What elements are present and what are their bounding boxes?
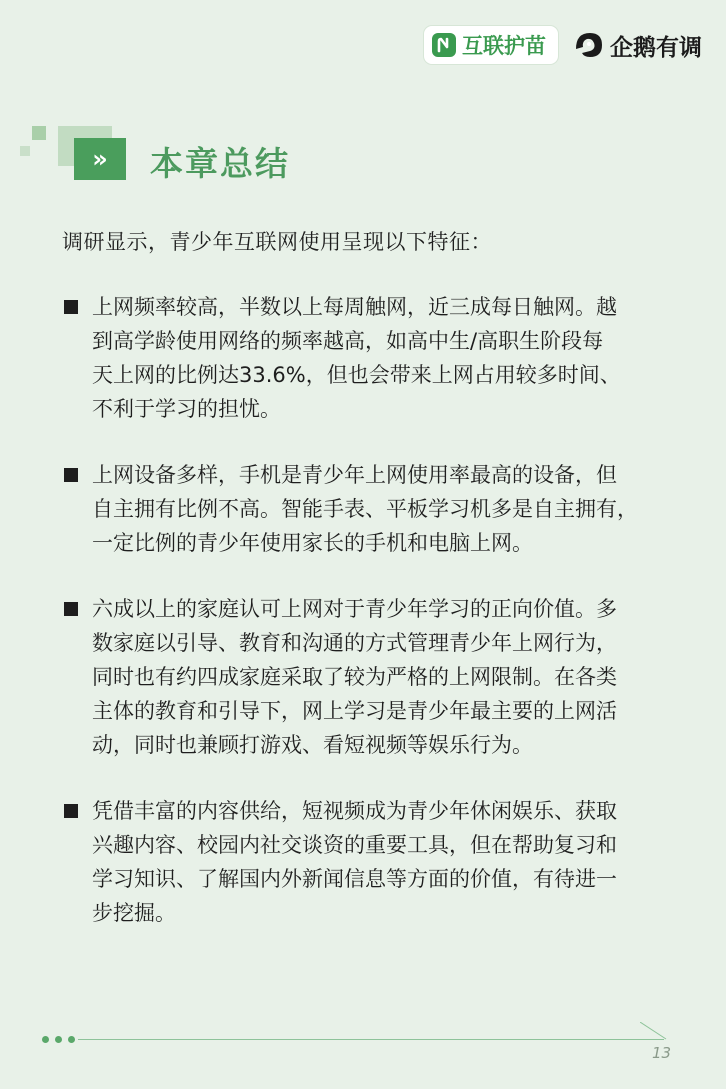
sprout-logo-icon bbox=[432, 33, 456, 57]
dot-icon bbox=[55, 1036, 62, 1043]
bullet-line: 上网频率较高，半数以上每周触网，近三成每日触网。越 bbox=[92, 295, 617, 319]
header-logos bbox=[424, 26, 702, 64]
bullet-line: 天上网的比例达33.6%，但也会带来上网占用较多时间、 bbox=[92, 363, 621, 387]
bullet-line: 主体的教育和引导下，网上学习是青少年最主要的上网活 bbox=[92, 699, 617, 723]
bullet-square-icon bbox=[64, 300, 78, 314]
list-item bbox=[62, 458, 702, 560]
chapter-title: 本章总结 bbox=[150, 144, 290, 183]
decor-square bbox=[32, 126, 46, 140]
page-number: 13 bbox=[652, 1044, 672, 1062]
chevron-glyph: » bbox=[92, 145, 108, 173]
bullet-line: 不利于学习的担忧。 bbox=[92, 397, 281, 421]
bullet-line: 步挖掘。 bbox=[92, 901, 176, 925]
decor-square bbox=[20, 146, 30, 156]
footer-divider bbox=[78, 1039, 664, 1040]
bullet-square-icon bbox=[64, 804, 78, 818]
bullet-line: 动，同时也兼顾打游戏、看短视频等娱乐行为。 bbox=[92, 733, 533, 757]
bullet-line: 上网设备多样，手机是青少年上网使用率最高的设备，但 bbox=[92, 463, 617, 487]
chevron-icon bbox=[74, 138, 126, 180]
dot-icon bbox=[42, 1036, 49, 1043]
bullet-line: 到高学龄使用网络的频率越高，如高中生/高职生阶段每 bbox=[92, 329, 604, 353]
list-item bbox=[62, 290, 702, 426]
bullet-line: 同时也有约四成家庭采取了较为严格的上网限制。在各类 bbox=[92, 665, 617, 689]
footer-slant-icon bbox=[640, 1022, 670, 1040]
penguin-logo-icon bbox=[570, 27, 606, 63]
bullet-line: 凭借丰富的内容供给，短视频成为青少年休闲娱乐、获取 bbox=[92, 799, 617, 823]
summary-list bbox=[62, 290, 702, 930]
list-item bbox=[62, 794, 702, 930]
intro-text: 调研显示，青少年互联网使用呈现以下特征： bbox=[62, 230, 492, 254]
logo-right-text: 企鹅有调 bbox=[610, 34, 702, 61]
bullet-line: 数家庭以引导、教育和沟通的方式管理青少年上网行为， bbox=[92, 631, 617, 655]
bullet-line: 一定比例的青少年使用家长的手机和电脑上网。 bbox=[92, 531, 533, 555]
bullet-square-icon bbox=[64, 602, 78, 616]
qiepengyoudiao-logo bbox=[570, 27, 702, 63]
list-item bbox=[62, 592, 702, 762]
dot-icon bbox=[68, 1036, 75, 1043]
footer-dots bbox=[42, 1036, 75, 1043]
bullet-line: 学习知识、了解国内外新闻信息等方面的价值，有待进一 bbox=[92, 867, 617, 891]
huliandamiao-logo bbox=[424, 26, 558, 64]
logo-left-text: 互联护苗 bbox=[462, 34, 546, 58]
bullet-square-icon bbox=[64, 468, 78, 482]
bullet-line: 六成以上的家庭认可上网对于青少年学习的正向价值。多 bbox=[92, 597, 617, 621]
bullet-line: 兴趣内容、校园内社交谈资的重要工具，但在帮助复习和 bbox=[92, 833, 617, 857]
bullet-line: 自主拥有比例不高。智能手表、平板学习机多是自主拥有， bbox=[92, 497, 638, 521]
